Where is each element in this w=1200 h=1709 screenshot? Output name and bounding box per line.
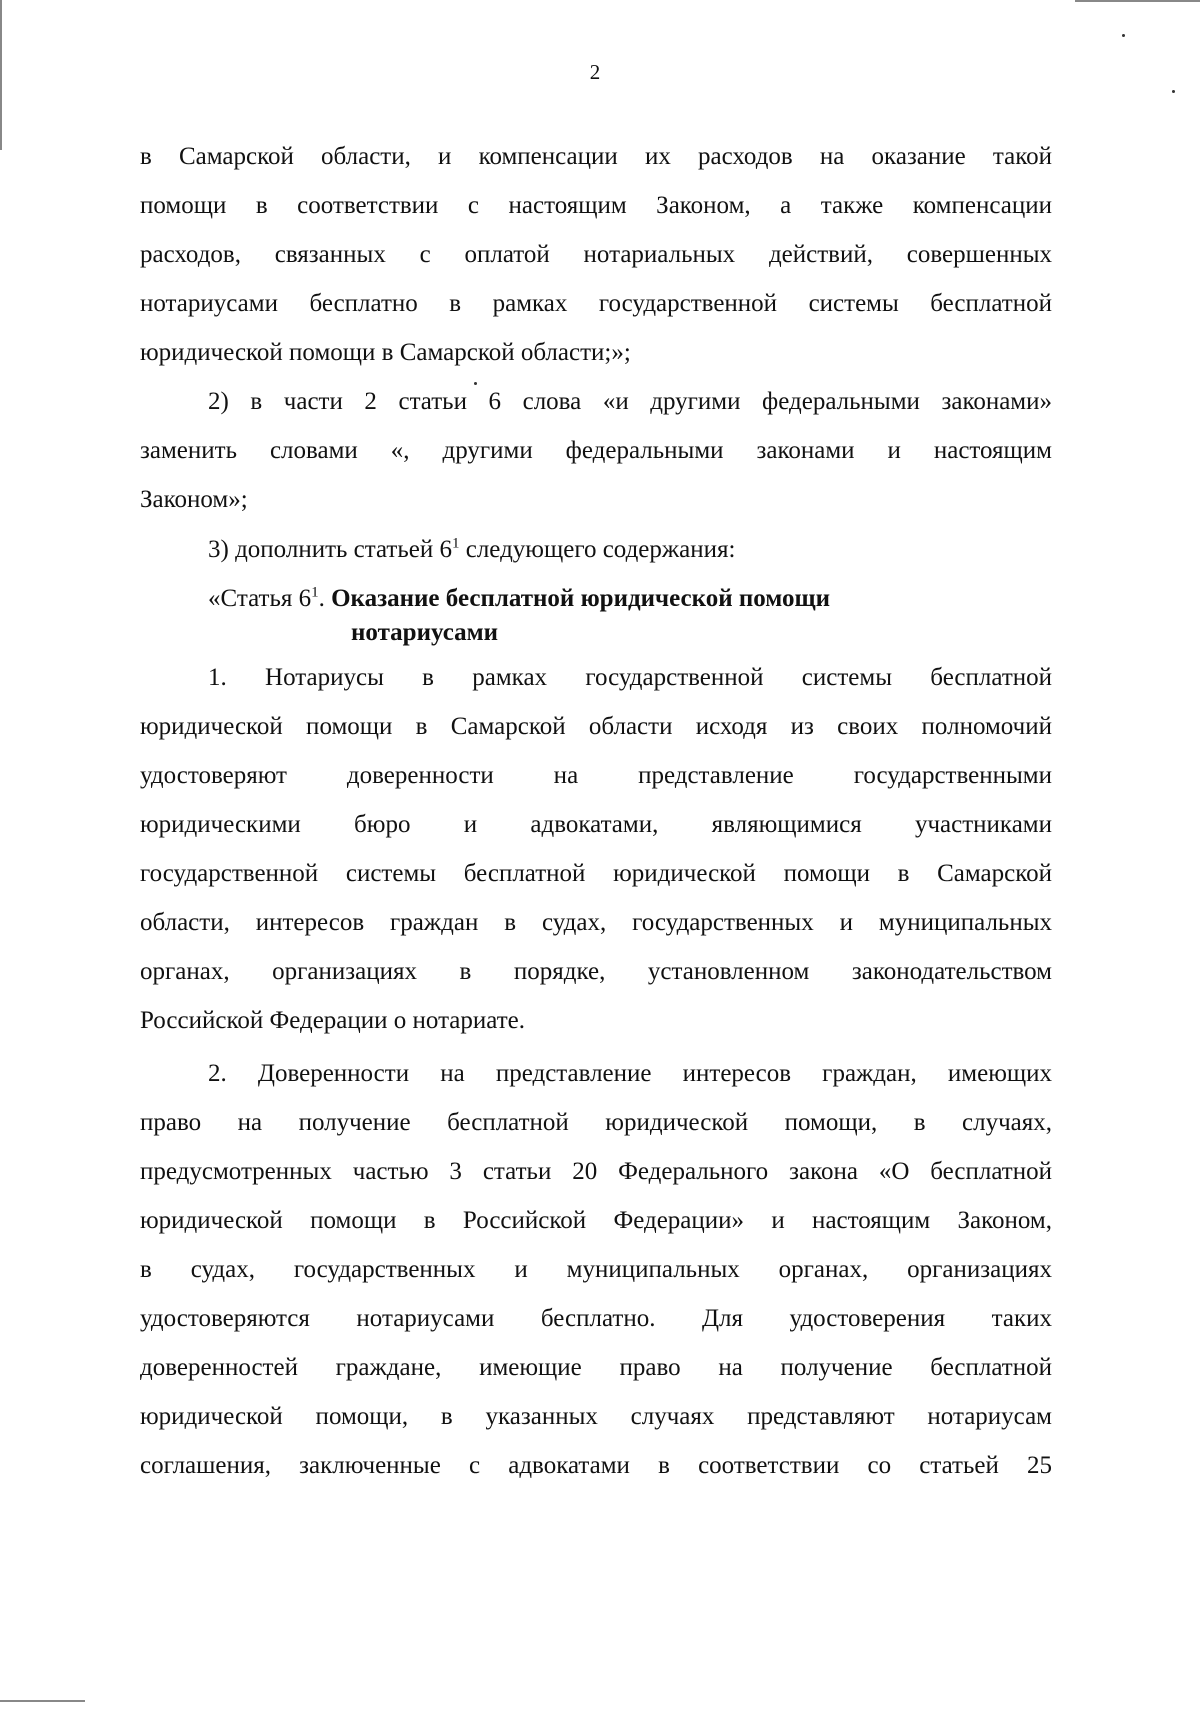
para-1-line: органах, организациях в порядке, установленном законодательством: [140, 958, 1052, 985]
para-2-line: в судах, государственных и муниципальных органах, организациях: [140, 1256, 1052, 1283]
text-line: расходов, связанных с оплатой нотариальных действий, совершенных: [140, 241, 1052, 268]
para-1-line: области, интересов граждан в судах, государственных и муниципальных: [140, 909, 1052, 936]
text-line: в Самарской области, и компенсации их расходов на оказание такой: [140, 143, 1052, 170]
para-2-line: юридической помощи в Российской Федерации» и настоящим Законом,: [140, 1207, 1052, 1234]
item-3-line: [208, 525, 1052, 574]
item-2-line: 2) в части 2 статьи 6 слова «и другими федеральными законами»: [208, 388, 1052, 415]
article-prefix: «Статья 6: [208, 585, 312, 612]
item-2-line: заменить словами «, другими федеральными законами и настоящим: [140, 437, 1052, 464]
article-dot: .: [318, 585, 332, 612]
scan-speck: [1122, 34, 1125, 37]
item-3-after: следующего содержания:: [459, 536, 736, 563]
page-number: 2: [589, 60, 601, 84]
para-2-line: предусмотренных частью 3 статьи 20 Федерального закона «О бесплатной: [140, 1158, 1052, 1185]
para-1-line: Российской Федерации о нотариате.: [140, 1007, 525, 1034]
para-1-line: удостоверяют доверенности на представление государственными: [140, 762, 1052, 789]
item-3-before: 3) дополнить статьей 6: [208, 536, 452, 563]
article-sup: 1: [311, 584, 319, 601]
para-2-line: юридической помощи, в указанных случаях представляют нотариусам: [140, 1403, 1052, 1430]
article-title-line1: Оказание бесплатной юридической помощи: [331, 585, 830, 612]
para-2-line: доверенностей граждане, имеющие право на получение бесплатной: [140, 1354, 1052, 1381]
scan-border-top-right: [1075, 0, 1200, 2]
item-2-line: Законом»;: [140, 486, 248, 513]
para-2-line: 2. Доверенности на представление интересов граждан, имеющих: [208, 1060, 1052, 1087]
text-line: помощи в соответствии с настоящим Законом, а также компенсации: [140, 192, 1052, 219]
item-3-sup: 1: [451, 535, 460, 552]
article-heading: [208, 582, 1052, 615]
para-2-line: право на получение бесплатной юридической помощи, в случаях,: [140, 1109, 1052, 1136]
para-1-line: 1. Нотариусы в рамках государственной системы бесплатной: [208, 664, 1052, 691]
para-1-line: государственной системы бесплатной юридической помощи в Самарской: [140, 860, 1052, 887]
scan-speck: [1172, 90, 1175, 93]
article-title-line2: нотариусами: [351, 619, 499, 646]
para-2-line: соглашения, заключенные с адвокатами в соответствии со статьей 25: [140, 1452, 1052, 1479]
text-line: юридической помощи в Самарской области;»;: [140, 339, 631, 366]
para-1-line: юридическими бюро и адвокатами, являющимися участниками: [140, 811, 1052, 838]
text-line: нотариусами бесплатно в рамках государственной системы бесплатной: [140, 290, 1052, 317]
para-1-line: юридической помощи в Самарской области исходя из своих полномочий: [140, 713, 1052, 740]
scan-border-bottom-left: [0, 1700, 85, 1702]
para-2-line: удостоверяются нотариусами бесплатно. Для удостоверения таких: [140, 1305, 1052, 1332]
